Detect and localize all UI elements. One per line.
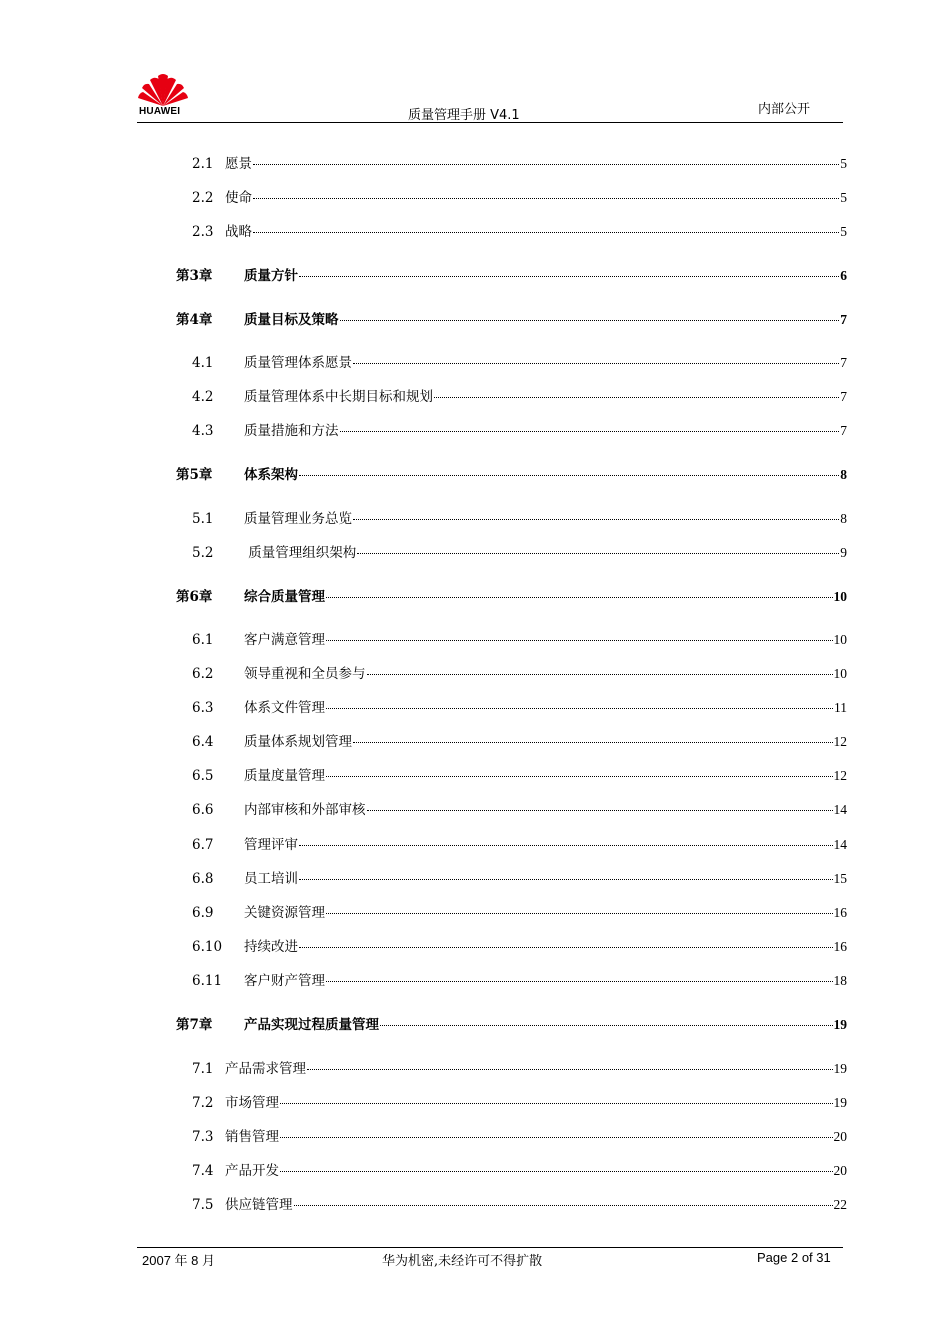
toc-leader-dots <box>357 553 839 554</box>
toc-page-number: 10 <box>833 589 847 604</box>
toc-page-number: 11 <box>834 700 847 715</box>
toc-section-entry[interactable] <box>192 1159 847 1181</box>
toc-section-entry[interactable] <box>192 730 847 752</box>
toc-number: 6.2 <box>192 666 214 682</box>
toc-page-number: 19 <box>833 1017 847 1032</box>
toc-page-number: 10 <box>833 666 847 681</box>
toc-page-number: 20 <box>833 1129 847 1144</box>
toc-number: 6.4 <box>192 734 214 750</box>
toc-page-number: 12 <box>833 734 847 749</box>
toc-title: 综合质量管理 <box>244 589 325 605</box>
toc-leader-dots <box>294 1205 833 1206</box>
toc-leader-dots <box>299 475 839 476</box>
toc-leader-dots <box>326 640 833 641</box>
toc-section-entry[interactable] <box>192 220 847 242</box>
toc-number: 4.2 <box>192 389 214 405</box>
toc-page-number: 7 <box>840 423 847 438</box>
toc-title: 产品开发 <box>225 1163 279 1179</box>
toc-section-entry[interactable] <box>192 507 847 529</box>
toc-number: 5.2 <box>192 545 214 561</box>
toc-page-number: 8 <box>840 511 847 526</box>
toc-number: 第7章 <box>176 1017 213 1033</box>
toc-section-entry[interactable] <box>192 764 847 786</box>
toc-number: 第4章 <box>176 312 213 328</box>
toc-number: 6.1 <box>192 632 214 648</box>
toc-title: 员工培训 <box>244 871 298 887</box>
toc-leader-dots <box>353 519 839 520</box>
toc-number: 2.1 <box>192 156 214 172</box>
toc-page-number: 5 <box>840 156 847 171</box>
toc-page-number: 12 <box>833 768 847 783</box>
toc-title: 质量方针 <box>244 268 298 284</box>
toc-page-number: 19 <box>833 1095 847 1110</box>
toc-chapter-entry[interactable] <box>176 585 847 607</box>
toc-chapter-entry[interactable] <box>176 308 847 330</box>
toc-page-number: 10 <box>833 632 847 647</box>
toc-title: 内部审核和外部审核 <box>244 802 366 818</box>
toc-leader-dots <box>280 1103 833 1104</box>
toc-page-number: 9 <box>840 545 847 560</box>
toc-title: 质量管理体系中长期目标和规划 <box>244 389 433 405</box>
footer-date: 2007 年 8 月 <box>142 1253 215 1268</box>
toc-title: 关键资源管理 <box>244 905 325 921</box>
toc-number: 第3章 <box>176 268 213 284</box>
toc-leader-dots <box>280 1171 833 1172</box>
toc-page-number: 5 <box>840 190 847 205</box>
toc-number: 6.5 <box>192 768 214 784</box>
toc-title: 领导重视和全员参与 <box>244 666 366 682</box>
toc-page-number: 22 <box>833 1197 847 1212</box>
toc-chapter-entry[interactable] <box>176 264 847 286</box>
toc-number: 4.1 <box>192 355 214 371</box>
toc-title: 体系架构 <box>244 467 298 483</box>
toc-section-entry[interactable] <box>192 969 847 991</box>
toc-page-number: 5 <box>840 224 847 239</box>
toc-leader-dots <box>307 1069 833 1070</box>
toc-title: 质量体系规划管理 <box>244 734 352 750</box>
toc-leader-dots <box>299 845 833 846</box>
toc-section-entry[interactable] <box>192 935 847 957</box>
toc-leader-dots <box>253 232 839 233</box>
toc-page-number: 15 <box>833 871 847 886</box>
toc-title: 体系文件管理 <box>244 700 325 716</box>
toc-title: 战略 <box>225 224 252 240</box>
toc-leader-dots <box>340 431 840 432</box>
toc-title: 质量管理组织架构 <box>244 545 357 561</box>
toc-section-entry[interactable] <box>192 696 847 718</box>
document-title: 质量管理手册 V4.1 <box>408 108 520 123</box>
toc-title: 供应链管理 <box>225 1197 293 1213</box>
toc-title: 市场管理 <box>225 1095 279 1111</box>
toc-number: 7.5 <box>192 1197 214 1213</box>
toc-section-entry[interactable] <box>192 662 847 684</box>
toc-number: 第6章 <box>176 589 213 605</box>
toc-leader-dots <box>340 320 840 321</box>
toc-leader-dots <box>353 742 833 743</box>
toc-number: 6.3 <box>192 700 214 716</box>
toc-leader-dots <box>367 674 833 675</box>
toc-title: 持续改进 <box>244 939 298 955</box>
toc-section-entry[interactable] <box>192 833 847 855</box>
toc-title: 客户满意管理 <box>244 632 325 648</box>
toc-title: 质量管理体系愿景 <box>244 355 352 371</box>
toc-page-number: 14 <box>833 802 847 817</box>
toc-leader-dots <box>299 947 833 948</box>
toc-number: 6.11 <box>192 973 223 989</box>
toc-title: 使命 <box>225 190 252 206</box>
toc-title: 愿景 <box>225 156 252 172</box>
toc-section-entry[interactable] <box>192 1193 847 1215</box>
toc-number: 6.6 <box>192 802 214 818</box>
toc-section-entry[interactable] <box>192 152 847 174</box>
toc-section-entry[interactable] <box>192 1125 847 1147</box>
toc-number: 2.2 <box>192 190 214 206</box>
toc-page-number: 14 <box>833 837 847 852</box>
toc-number: 6.7 <box>192 837 214 853</box>
toc-section-entry[interactable] <box>192 901 847 923</box>
footer-divider <box>137 1247 843 1248</box>
toc-page-number: 7 <box>840 312 847 327</box>
toc-leader-dots <box>353 363 839 364</box>
toc-section-entry[interactable] <box>192 867 847 889</box>
logo-text: HUAWEI <box>139 106 181 117</box>
toc-leader-dots <box>253 198 839 199</box>
toc-page-number: 6 <box>840 268 847 283</box>
classification-label: 内部公开 <box>758 102 811 117</box>
toc-leader-dots <box>326 981 833 982</box>
toc-page-number: 16 <box>833 905 847 920</box>
confidentiality-notice: 华为机密,未经许可不得扩散 <box>382 1254 543 1269</box>
toc-section-entry[interactable] <box>192 541 847 563</box>
toc-page-number: 19 <box>833 1061 847 1076</box>
toc-number: 6.9 <box>192 905 214 921</box>
toc-title: 客户财产管理 <box>244 973 325 989</box>
toc-page-number: 7 <box>840 389 847 404</box>
toc-title: 质量度量管理 <box>244 768 325 784</box>
toc-number: 7.3 <box>192 1129 214 1145</box>
toc-leader-dots <box>326 708 833 709</box>
toc-number: 6.10 <box>192 939 223 955</box>
toc-page-number: 16 <box>833 939 847 954</box>
toc-section-entry[interactable] <box>192 186 847 208</box>
toc-number: 2.3 <box>192 224 214 240</box>
toc-section-entry[interactable] <box>192 798 847 820</box>
toc-number: 7.1 <box>192 1061 214 1077</box>
toc-page-number: 20 <box>833 1163 847 1178</box>
toc-number: 6.8 <box>192 871 214 887</box>
toc-leader-dots <box>326 776 833 777</box>
toc-title: 销售管理 <box>225 1129 279 1145</box>
toc-leader-dots <box>253 164 839 165</box>
toc-number: 4.3 <box>192 423 214 439</box>
toc-title: 管理评审 <box>244 837 298 853</box>
toc-page-number: 18 <box>833 973 847 988</box>
toc-section-entry[interactable] <box>192 419 847 441</box>
toc-title: 质量措施和方法 <box>244 423 339 439</box>
toc-leader-dots <box>326 913 833 914</box>
toc-number: 7.2 <box>192 1095 214 1111</box>
toc-section-entry[interactable] <box>192 351 847 373</box>
toc-leader-dots <box>380 1025 833 1026</box>
toc-section-entry[interactable] <box>192 385 847 407</box>
toc-chapter-entry[interactable] <box>176 1013 847 1035</box>
toc-number: 5.1 <box>192 511 214 527</box>
toc-title: 产品实现过程质量管理 <box>244 1017 379 1033</box>
toc-number: 7.4 <box>192 1163 214 1179</box>
toc-section-entry[interactable] <box>192 628 847 650</box>
toc-chapter-entry[interactable] <box>176 463 847 485</box>
toc-title: 产品需求管理 <box>225 1061 306 1077</box>
toc-title: 质量目标及策略 <box>244 312 339 328</box>
toc-number: 第5章 <box>176 467 213 483</box>
toc-leader-dots <box>434 397 839 398</box>
page-number: Page 2 of 31 <box>757 1250 831 1265</box>
toc-leader-dots <box>299 879 833 880</box>
toc-leader-dots <box>280 1137 833 1138</box>
toc-title: 质量管理业务总览 <box>244 511 352 527</box>
toc-leader-dots <box>326 597 833 598</box>
toc-page-number: 8 <box>840 467 847 482</box>
toc-section-entry[interactable] <box>192 1057 847 1079</box>
toc-page-number: 7 <box>840 355 847 370</box>
toc-leader-dots <box>299 276 839 277</box>
toc-leader-dots <box>367 810 833 811</box>
toc-section-entry[interactable] <box>192 1091 847 1113</box>
